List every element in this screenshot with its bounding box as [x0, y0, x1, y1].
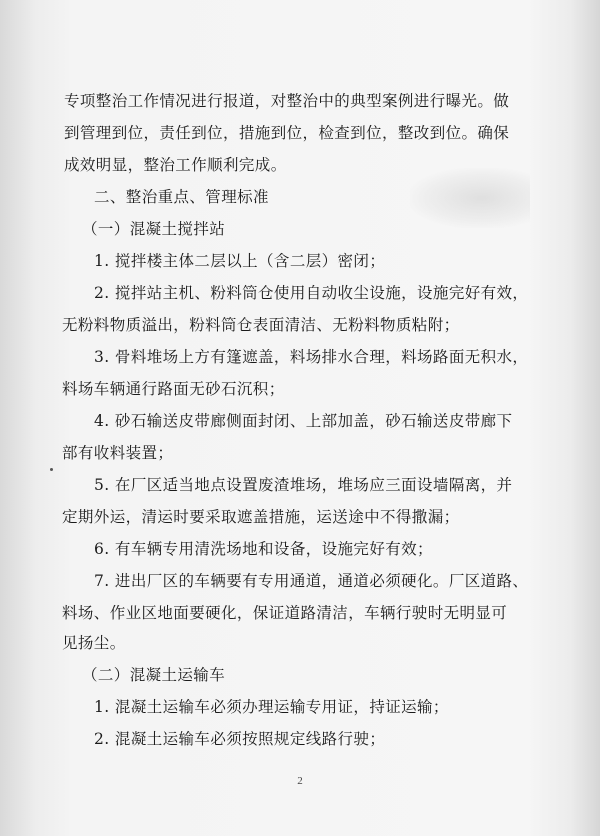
item-1-5-line-2: 定期外运，清运时要采取遮盖措施，运送途中不得撒漏； [62, 508, 460, 526]
subsection-heading-1: （一）混凝土搅拌站 [82, 220, 226, 238]
body-line-2: 到管理到位，责任到位，措施到位，检查到位，整改到位。确保 [64, 124, 510, 142]
page-number: 2 [297, 775, 303, 787]
item-1-7-line-3: 见扬尘。 [62, 634, 126, 652]
item-1-2-line-1: 2. 搅拌站主机、粉料筒仓使用自动收尘设施，设施完好有效， [94, 284, 529, 302]
section-heading: 二、整治重点、管理标准 [94, 188, 269, 206]
item-1-4-line-1: 4. 砂石输送皮带廊侧面封闭、上部加盖，砂石输送皮带廊下 [94, 412, 513, 430]
item-1-3-line-1: 3. 骨料堆场上方有篷遮盖，料场排水合理，料场路面无积水， [94, 348, 529, 366]
body-line-3: 成效明显，整治工作顺利完成。 [64, 156, 287, 174]
item-2-2: 2. 混凝土运输车必须按照规定线路行驶； [94, 730, 386, 748]
show-through-smudge [410, 168, 530, 228]
item-1-1: 1. 搅拌楼主体二层以上（含二层）密闭； [94, 252, 386, 270]
binding-hole-mark [50, 468, 53, 471]
item-1-5-line-1: 5. 在厂区适当地点设置废渣堆场，堆场应三面设墙隔离，并 [94, 476, 513, 494]
item-1-6: 6. 有车辆专用清洗场地和设备，设施完好有效； [94, 540, 433, 558]
item-1-3-line-2: 料场车辆通行路面无砂石沉积； [62, 380, 285, 398]
body-line-1: 专项整治工作情况进行报道，对整治中的典型案例进行曝光。做 [64, 92, 510, 110]
item-1-7-line-2: 料场、作业区地面要硬化，保证道路清洁，车辆行驶时无明显可 [62, 604, 508, 622]
item-2-1: 1. 混凝土运输车必须办理运输专用证，持证运输； [94, 698, 449, 716]
subsection-heading-2: （二）混凝土运输车 [82, 666, 226, 684]
item-1-2-line-2: 无粉料物质溢出，粉料筒仓表面清洁、无粉料物质粘附； [62, 316, 460, 334]
item-1-4-line-2: 部有收料装置； [62, 444, 174, 462]
item-1-7-line-1: 7. 进出厂区的车辆要有专用通道，通道必须硬化。厂区道路、 [94, 572, 529, 590]
